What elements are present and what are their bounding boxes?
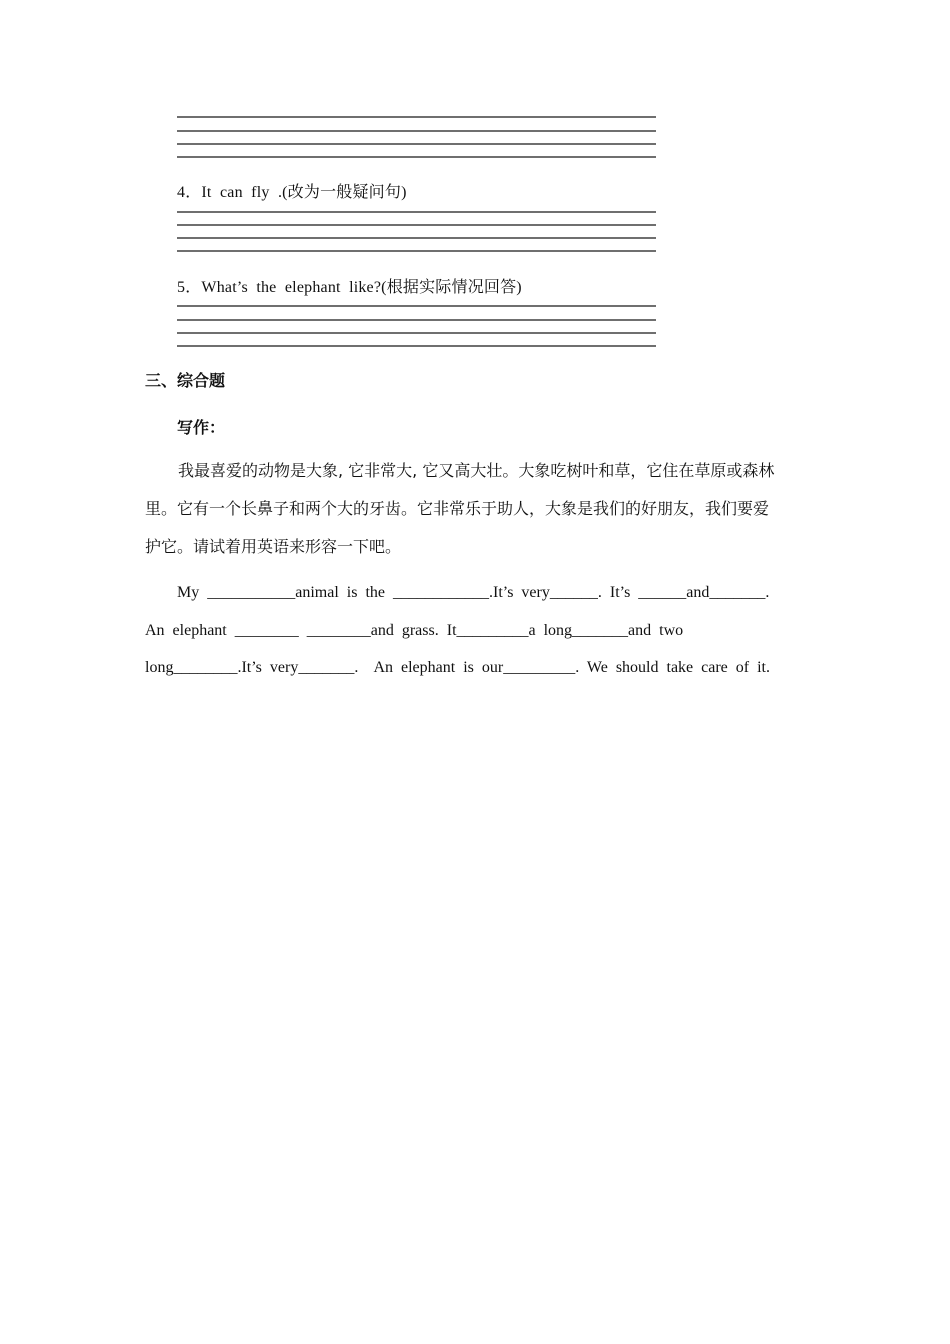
answer-line[interactable]	[177, 305, 656, 307]
question-text: What’s the elephant like?(根据实际情况回答)	[201, 279, 522, 296]
fill-in-line[interactable]: An elephant ________ ________and grass. It_________a long_______and two	[145, 622, 684, 639]
answer-line[interactable]	[177, 143, 656, 145]
answer-line[interactable]	[177, 345, 656, 347]
prompt-line: 护它。请试着用英语来形容一下吧。	[145, 537, 402, 556]
answer-line[interactable]	[177, 332, 656, 334]
answer-line[interactable]	[177, 156, 656, 158]
answer-line[interactable]	[177, 130, 656, 132]
prompt-line: 我最喜爱的动物是大象, 它非常大, 它又高大壮。大象吃树叶和草，它住在草原或森林	[178, 461, 775, 480]
answer-line[interactable]	[177, 116, 656, 118]
section-heading: 三、综合题	[145, 371, 226, 390]
fill-in-line[interactable]: My ___________animal is the ____________.It’s very______. It’s ______and_______.	[177, 584, 770, 601]
writing-prompt	[145, 452, 805, 566]
question-number: 4．	[177, 184, 202, 201]
fill-in-line[interactable]: long________.It’s very_______. An elephant is our_________. We should take care of it.	[145, 659, 770, 676]
answer-line[interactable]	[177, 237, 656, 239]
answer-lines-q5[interactable]	[177, 305, 656, 349]
answer-line[interactable]	[177, 319, 656, 321]
writing-subheading: 写作：	[177, 418, 226, 437]
question-text: It can fly .(改为一般疑问句)	[201, 184, 407, 201]
question-5	[177, 274, 522, 297]
question-number: 5．	[177, 279, 202, 296]
answer-line[interactable]	[177, 224, 656, 226]
answer-line[interactable]	[177, 211, 656, 213]
question-4	[177, 179, 407, 202]
answer-lines-q4[interactable]	[177, 211, 656, 255]
prompt-line: 里。它有一个长鼻子和两个大的牙齿。它非常乐于助人，大象是我们的好朋友，我们要爱	[145, 499, 770, 518]
answer-lines-q3[interactable]	[177, 116, 656, 160]
answer-line[interactable]	[177, 250, 656, 252]
